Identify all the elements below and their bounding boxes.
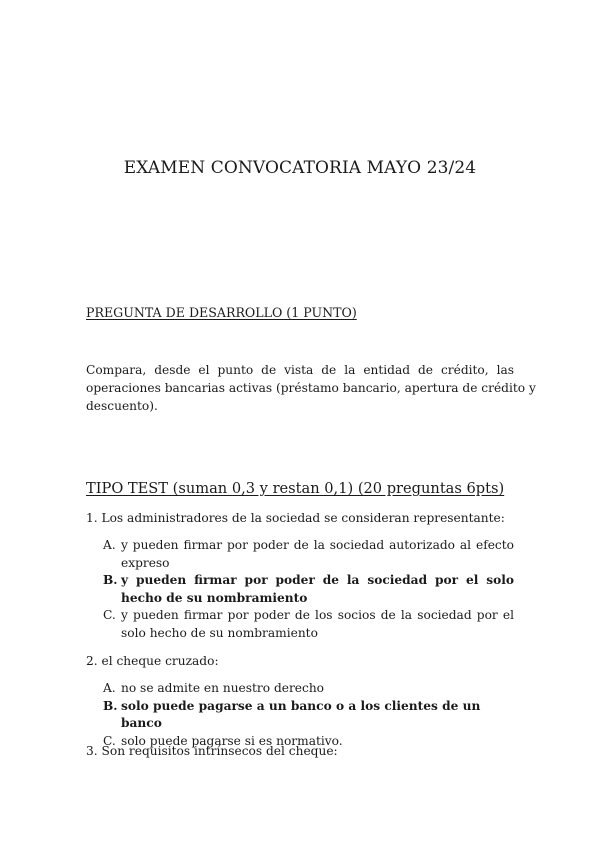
option-text: solo puede pagarse a un banco o a los clientes de un banco xyxy=(121,698,481,730)
document-title: EXAMEN CONVOCATORIA MAYO 23/24 xyxy=(123,158,477,178)
development-question-line: Compara, desde el punto de vista de la entidad de crédito, las xyxy=(86,363,514,377)
option-text: y pueden firmar por poder de la sociedad autorizado al efecto expreso xyxy=(121,538,514,570)
test-question-3: 3. Son requisitos intrínsecos del cheque: xyxy=(86,744,338,758)
question-2-option-a xyxy=(103,680,514,698)
development-question xyxy=(86,361,536,415)
option-letter: B. xyxy=(103,573,118,587)
option-letter: C. xyxy=(103,733,116,748)
test-section-heading: TIPO TEST (suman 0,3 y restan 0,1) (20 preguntas 6pts) xyxy=(86,480,505,497)
option-text: y pueden firmar por poder de la sociedad por el solo hecho de su nombramiento xyxy=(121,573,514,605)
test-question-1: 1. Los administradores de la sociedad se consideran representante: xyxy=(86,511,505,525)
option-letter: C. xyxy=(103,608,116,622)
option-text: no se admite en nuestro derecho xyxy=(121,681,325,695)
development-question-line: operaciones bancarias activas (préstamo bancario, apertura de crédito y xyxy=(86,381,536,395)
question-1-option-b xyxy=(103,572,514,607)
development-section-heading: PREGUNTA DE DESARROLLO (1 PUNTO) xyxy=(86,305,357,320)
question-2-option-b xyxy=(103,698,514,733)
test-question-2: 2. el cheque cruzado: xyxy=(86,654,219,668)
question-1-option-c xyxy=(103,607,514,642)
development-question-line: descuento). xyxy=(86,399,158,413)
option-letter: B. xyxy=(103,698,118,713)
option-letter: A. xyxy=(103,681,116,695)
option-letter: A. xyxy=(103,538,116,552)
option-text: solo puede pagarse si es normativo. xyxy=(121,733,343,748)
question-1-option-a xyxy=(103,537,514,572)
question-2-options xyxy=(103,680,514,750)
question-1-options xyxy=(103,537,514,642)
option-text: y pueden firmar por poder de los socios de la sociedad por el solo hecho de su nombramiento xyxy=(121,608,514,640)
